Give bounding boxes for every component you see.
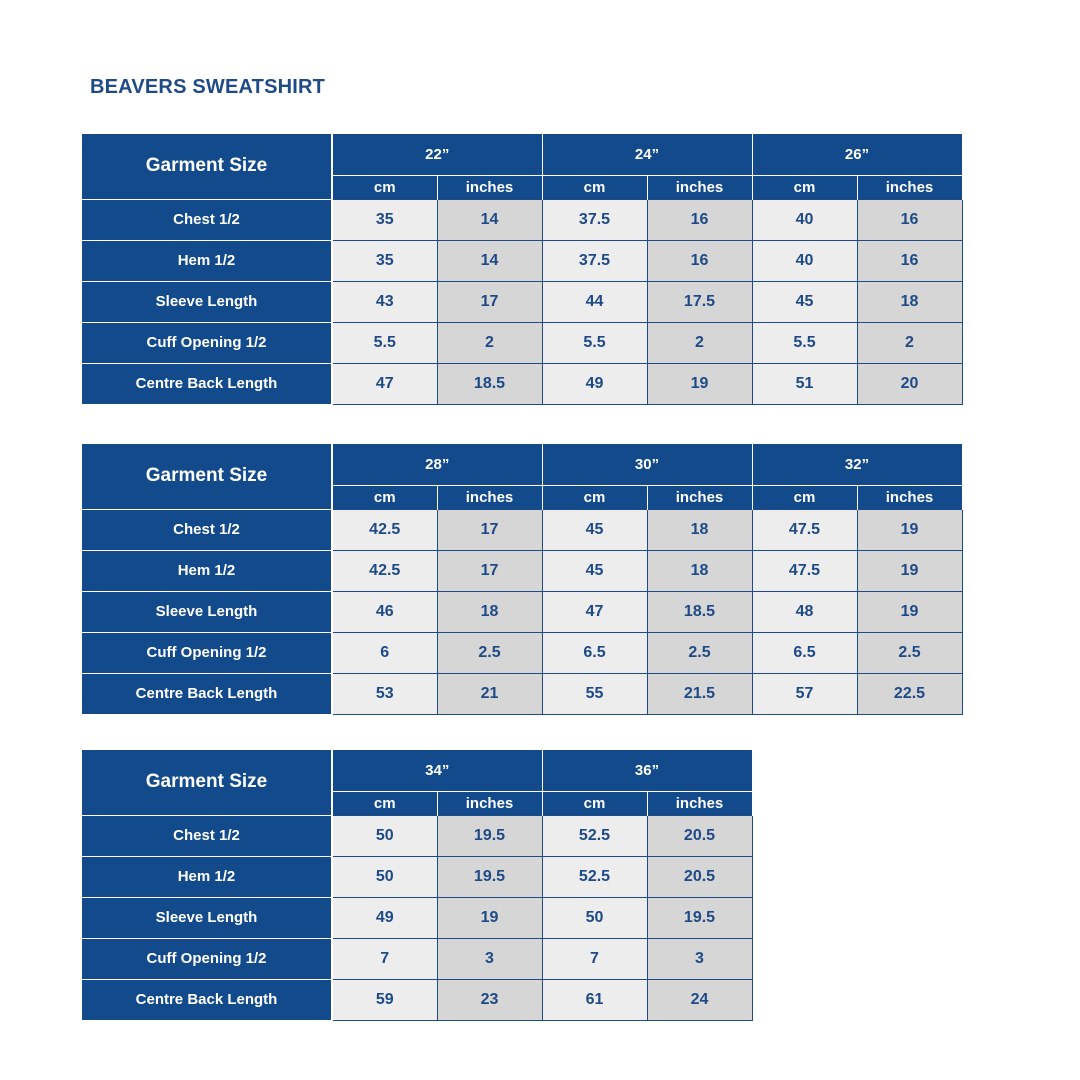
cell-inches: 18 bbox=[437, 591, 542, 632]
row-label: Centre Back Length bbox=[82, 673, 332, 714]
cell-inches: 2.5 bbox=[437, 632, 542, 673]
row-label: Cuff Opening 1/2 bbox=[82, 938, 332, 979]
cell-cm: 55 bbox=[542, 673, 647, 714]
cell-cm: 61 bbox=[542, 979, 647, 1020]
row-label: Chest 1/2 bbox=[82, 815, 332, 856]
page-title: BEAVERS SWEATSHIRT bbox=[90, 76, 326, 98]
cell-cm: 50 bbox=[332, 856, 437, 897]
cell-inches: 19.5 bbox=[647, 897, 752, 938]
cell-cm: 40 bbox=[752, 199, 857, 240]
table-row bbox=[82, 363, 962, 404]
cell-inches: 20.5 bbox=[647, 815, 752, 856]
cell-cm: 5.5 bbox=[752, 322, 857, 363]
cell-inches: 2.5 bbox=[857, 632, 962, 673]
cell-cm: 47 bbox=[542, 591, 647, 632]
unit-header-inches: inches bbox=[647, 485, 752, 509]
cell-inches: 17 bbox=[437, 550, 542, 591]
table-row bbox=[82, 673, 962, 714]
cell-inches: 2 bbox=[857, 322, 962, 363]
unit-header-cm: cm bbox=[332, 175, 437, 199]
table-row bbox=[82, 550, 962, 591]
row-label: Hem 1/2 bbox=[82, 240, 332, 281]
table-row bbox=[82, 897, 752, 938]
cell-inches: 2.5 bbox=[647, 632, 752, 673]
row-label: Hem 1/2 bbox=[82, 550, 332, 591]
garment-size-header: Garment Size bbox=[82, 750, 332, 815]
table-row bbox=[82, 509, 962, 550]
cell-inches: 19 bbox=[437, 897, 542, 938]
table-row bbox=[82, 240, 962, 281]
cell-cm: 7 bbox=[332, 938, 437, 979]
size-header: 36” bbox=[542, 750, 752, 791]
unit-header-inches: inches bbox=[647, 791, 752, 815]
cell-cm: 47.5 bbox=[752, 550, 857, 591]
row-label: Centre Back Length bbox=[82, 363, 332, 404]
garment-size-header: Garment Size bbox=[82, 134, 332, 199]
cell-cm: 45 bbox=[752, 281, 857, 322]
unit-header-inches: inches bbox=[857, 485, 962, 509]
cell-inches: 19 bbox=[857, 591, 962, 632]
cell-cm: 5.5 bbox=[332, 322, 437, 363]
table-row bbox=[82, 979, 752, 1020]
table-row bbox=[82, 938, 752, 979]
cell-inches: 18 bbox=[647, 509, 752, 550]
cell-inches: 22.5 bbox=[857, 673, 962, 714]
row-label: Centre Back Length bbox=[82, 979, 332, 1020]
size-table bbox=[82, 134, 963, 405]
size-table bbox=[82, 444, 963, 715]
size-header: 22” bbox=[332, 134, 542, 175]
cell-cm: 52.5 bbox=[542, 815, 647, 856]
cell-inches: 23 bbox=[437, 979, 542, 1020]
row-label: Cuff Opening 1/2 bbox=[82, 632, 332, 673]
cell-inches: 19 bbox=[857, 509, 962, 550]
cell-inches: 20 bbox=[857, 363, 962, 404]
cell-inches: 14 bbox=[437, 199, 542, 240]
cell-cm: 47.5 bbox=[752, 509, 857, 550]
cell-cm: 42.5 bbox=[332, 509, 437, 550]
unit-header-cm: cm bbox=[332, 485, 437, 509]
cell-cm: 46 bbox=[332, 591, 437, 632]
cell-cm: 6 bbox=[332, 632, 437, 673]
cell-cm: 47 bbox=[332, 363, 437, 404]
cell-inches: 24 bbox=[647, 979, 752, 1020]
cell-inches: 19 bbox=[857, 550, 962, 591]
table-row bbox=[82, 856, 752, 897]
unit-header-cm: cm bbox=[332, 791, 437, 815]
unit-header-inches: inches bbox=[437, 791, 542, 815]
cell-inches: 2 bbox=[647, 322, 752, 363]
cell-cm: 49 bbox=[542, 363, 647, 404]
cell-cm: 57 bbox=[752, 673, 857, 714]
unit-header-cm: cm bbox=[542, 175, 647, 199]
cell-inches: 21.5 bbox=[647, 673, 752, 714]
cell-cm: 50 bbox=[332, 815, 437, 856]
cell-cm: 59 bbox=[332, 979, 437, 1020]
cell-inches: 21 bbox=[437, 673, 542, 714]
unit-header-inches: inches bbox=[647, 175, 752, 199]
cell-cm: 6.5 bbox=[542, 632, 647, 673]
size-header: 30” bbox=[542, 444, 752, 485]
table-row bbox=[82, 199, 962, 240]
cell-inches: 17 bbox=[437, 281, 542, 322]
table-row bbox=[82, 632, 962, 673]
cell-inches: 2 bbox=[437, 322, 542, 363]
size-table bbox=[82, 750, 753, 1021]
unit-header-cm: cm bbox=[542, 485, 647, 509]
cell-cm: 37.5 bbox=[542, 240, 647, 281]
row-label: Sleeve Length bbox=[82, 897, 332, 938]
cell-cm: 6.5 bbox=[752, 632, 857, 673]
cell-cm: 45 bbox=[542, 509, 647, 550]
cell-cm: 44 bbox=[542, 281, 647, 322]
cell-cm: 52.5 bbox=[542, 856, 647, 897]
cell-cm: 35 bbox=[332, 240, 437, 281]
cell-inches: 17 bbox=[437, 509, 542, 550]
cell-inches: 17.5 bbox=[647, 281, 752, 322]
cell-cm: 7 bbox=[542, 938, 647, 979]
cell-inches: 20.5 bbox=[647, 856, 752, 897]
cell-inches: 3 bbox=[647, 938, 752, 979]
cell-cm: 51 bbox=[752, 363, 857, 404]
cell-inches: 3 bbox=[437, 938, 542, 979]
cell-inches: 18 bbox=[857, 281, 962, 322]
cell-cm: 45 bbox=[542, 550, 647, 591]
cell-inches: 18.5 bbox=[437, 363, 542, 404]
row-label: Hem 1/2 bbox=[82, 856, 332, 897]
cell-inches: 16 bbox=[857, 240, 962, 281]
cell-inches: 16 bbox=[647, 199, 752, 240]
garment-size-header: Garment Size bbox=[82, 444, 332, 509]
cell-inches: 18.5 bbox=[647, 591, 752, 632]
table-row bbox=[82, 591, 962, 632]
row-label: Cuff Opening 1/2 bbox=[82, 322, 332, 363]
cell-cm: 49 bbox=[332, 897, 437, 938]
unit-header-inches: inches bbox=[437, 175, 542, 199]
unit-header-cm: cm bbox=[542, 791, 647, 815]
size-header: 32” bbox=[752, 444, 962, 485]
row-label: Chest 1/2 bbox=[82, 199, 332, 240]
unit-header-cm: cm bbox=[752, 485, 857, 509]
cell-cm: 42.5 bbox=[332, 550, 437, 591]
cell-inches: 18 bbox=[647, 550, 752, 591]
row-label: Sleeve Length bbox=[82, 281, 332, 322]
size-header: 28” bbox=[332, 444, 542, 485]
cell-inches: 19 bbox=[647, 363, 752, 404]
cell-cm: 35 bbox=[332, 199, 437, 240]
unit-header-inches: inches bbox=[857, 175, 962, 199]
size-header: 24” bbox=[542, 134, 752, 175]
cell-cm: 43 bbox=[332, 281, 437, 322]
cell-cm: 5.5 bbox=[542, 322, 647, 363]
cell-cm: 50 bbox=[542, 897, 647, 938]
cell-inches: 19.5 bbox=[437, 856, 542, 897]
cell-inches: 14 bbox=[437, 240, 542, 281]
cell-inches: 16 bbox=[647, 240, 752, 281]
table-row bbox=[82, 281, 962, 322]
unit-header-inches: inches bbox=[437, 485, 542, 509]
cell-inches: 16 bbox=[857, 199, 962, 240]
cell-inches: 19.5 bbox=[437, 815, 542, 856]
size-header: 26” bbox=[752, 134, 962, 175]
cell-cm: 40 bbox=[752, 240, 857, 281]
unit-header-cm: cm bbox=[752, 175, 857, 199]
cell-cm: 48 bbox=[752, 591, 857, 632]
row-label: Chest 1/2 bbox=[82, 509, 332, 550]
table-row bbox=[82, 322, 962, 363]
row-label: Sleeve Length bbox=[82, 591, 332, 632]
table-row bbox=[82, 815, 752, 856]
size-header: 34” bbox=[332, 750, 542, 791]
cell-cm: 37.5 bbox=[542, 199, 647, 240]
cell-cm: 53 bbox=[332, 673, 437, 714]
